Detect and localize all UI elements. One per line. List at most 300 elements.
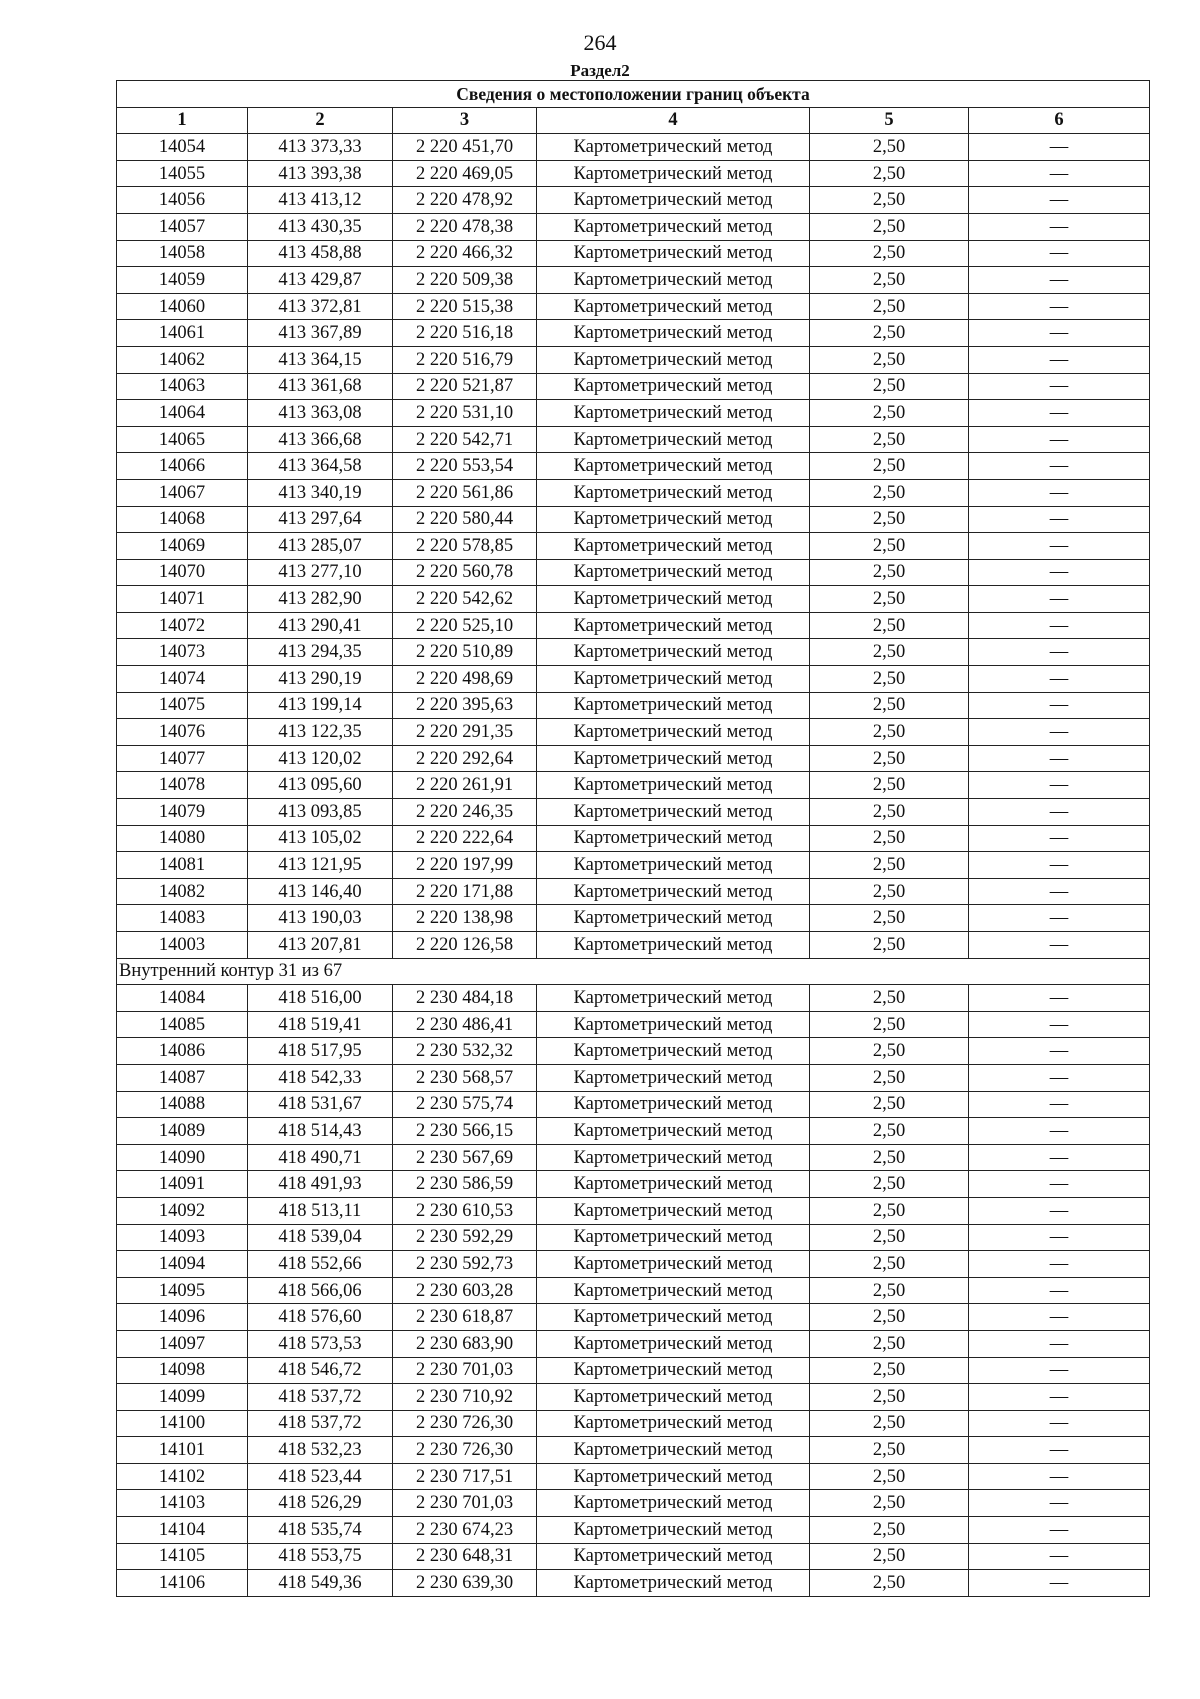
x-coordinate-cell: 413 364,15 <box>248 346 393 373</box>
x-coordinate-cell: 418 491,93 <box>248 1171 393 1198</box>
description-cell: — <box>969 1410 1150 1437</box>
x-coordinate-cell: 418 546,72 <box>248 1357 393 1384</box>
table-row <box>117 799 1150 826</box>
accuracy-cell: 2,50 <box>810 772 969 799</box>
table-row <box>117 1251 1150 1278</box>
method-cell: Картометрический метод <box>537 1517 810 1544</box>
description-cell: — <box>969 1543 1150 1570</box>
point-number-cell: 14094 <box>117 1251 248 1278</box>
y-coordinate-cell: 2 230 592,73 <box>393 1251 537 1278</box>
method-cell: Картометрический метод <box>537 639 810 666</box>
table-row <box>117 878 1150 905</box>
description-cell: — <box>969 878 1150 905</box>
y-coordinate-cell: 2 220 560,78 <box>393 559 537 586</box>
point-number-cell: 14064 <box>117 400 248 427</box>
description-cell: — <box>969 612 1150 639</box>
x-coordinate-cell: 418 542,33 <box>248 1064 393 1091</box>
x-coordinate-cell: 418 531,67 <box>248 1091 393 1118</box>
description-cell: — <box>969 426 1150 453</box>
table-row <box>117 1437 1150 1464</box>
x-coordinate-cell: 413 413,12 <box>248 187 393 214</box>
y-coordinate-cell: 2 230 568,57 <box>393 1064 537 1091</box>
y-coordinate-cell: 2 230 701,03 <box>393 1490 537 1517</box>
accuracy-cell: 2,50 <box>810 1304 969 1331</box>
table-row <box>117 852 1150 879</box>
x-coordinate-cell: 413 430,35 <box>248 213 393 240</box>
x-coordinate-cell: 413 122,35 <box>248 719 393 746</box>
method-cell: Картометрический метод <box>537 1118 810 1145</box>
point-number-cell: 14105 <box>117 1543 248 1570</box>
point-number-cell: 14065 <box>117 426 248 453</box>
method-cell: Картометрический метод <box>537 453 810 480</box>
point-number-cell: 14082 <box>117 878 248 905</box>
y-coordinate-cell: 2 220 509,38 <box>393 267 537 294</box>
point-number-cell: 14100 <box>117 1410 248 1437</box>
description-cell: — <box>969 1517 1150 1544</box>
method-cell: Картометрический метод <box>537 1357 810 1384</box>
accuracy-cell: 2,50 <box>810 187 969 214</box>
table-row <box>117 612 1150 639</box>
table-row <box>117 426 1150 453</box>
x-coordinate-cell: 418 514,43 <box>248 1118 393 1145</box>
y-coordinate-cell: 2 220 395,63 <box>393 692 537 719</box>
x-coordinate-cell: 413 297,64 <box>248 506 393 533</box>
accuracy-cell: 2,50 <box>810 1543 969 1570</box>
point-number-cell: 14058 <box>117 240 248 267</box>
boundary-table <box>116 80 1150 1597</box>
x-coordinate-cell: 413 361,68 <box>248 373 393 400</box>
table-row <box>117 1543 1150 1570</box>
point-number-cell: 14071 <box>117 586 248 613</box>
table-row <box>117 213 1150 240</box>
y-coordinate-cell: 2 230 701,03 <box>393 1357 537 1384</box>
method-cell: Картометрический метод <box>537 1091 810 1118</box>
point-number-cell: 14061 <box>117 320 248 347</box>
point-number-cell: 14075 <box>117 692 248 719</box>
description-cell: — <box>969 1171 1150 1198</box>
y-coordinate-cell: 2 230 532,32 <box>393 1038 537 1065</box>
description-cell: — <box>969 1091 1150 1118</box>
y-coordinate-cell: 2 220 580,44 <box>393 506 537 533</box>
x-coordinate-cell: 413 458,88 <box>248 240 393 267</box>
table-row <box>117 187 1150 214</box>
description-cell: — <box>969 559 1150 586</box>
table-row <box>117 719 1150 746</box>
point-number-cell: 14092 <box>117 1197 248 1224</box>
table-row <box>117 267 1150 294</box>
x-coordinate-cell: 413 199,14 <box>248 692 393 719</box>
description-cell: — <box>969 1330 1150 1357</box>
point-number-cell: 14099 <box>117 1384 248 1411</box>
point-number-cell: 14062 <box>117 346 248 373</box>
y-coordinate-cell: 2 220 542,62 <box>393 586 537 613</box>
table-row <box>117 586 1150 613</box>
table-row <box>117 160 1150 187</box>
column-header: 4 <box>537 107 810 134</box>
table-row <box>117 1277 1150 1304</box>
accuracy-cell: 2,50 <box>810 240 969 267</box>
x-coordinate-cell: 413 373,33 <box>248 134 393 161</box>
accuracy-cell: 2,50 <box>810 1144 969 1171</box>
point-number-cell: 14097 <box>117 1330 248 1357</box>
point-number-cell: 14078 <box>117 772 248 799</box>
description-cell: — <box>969 373 1150 400</box>
table-row <box>117 825 1150 852</box>
y-coordinate-cell: 2 230 639,30 <box>393 1570 537 1597</box>
table-row <box>117 1144 1150 1171</box>
accuracy-cell: 2,50 <box>810 1490 969 1517</box>
point-number-cell: 14095 <box>117 1277 248 1304</box>
x-coordinate-cell: 413 121,95 <box>248 852 393 879</box>
point-number-cell: 14089 <box>117 1118 248 1145</box>
point-number-cell: 14090 <box>117 1144 248 1171</box>
table-row <box>117 1570 1150 1597</box>
y-coordinate-cell: 2 230 603,28 <box>393 1277 537 1304</box>
method-cell: Картометрический метод <box>537 878 810 905</box>
accuracy-cell: 2,50 <box>810 559 969 586</box>
table-row <box>117 1011 1150 1038</box>
x-coordinate-cell: 418 566,06 <box>248 1277 393 1304</box>
point-number-cell: 14080 <box>117 825 248 852</box>
description-cell: — <box>969 1144 1150 1171</box>
x-coordinate-cell: 413 367,89 <box>248 320 393 347</box>
table-header-row <box>117 107 1150 134</box>
table-row <box>117 134 1150 161</box>
accuracy-cell: 2,50 <box>810 320 969 347</box>
x-coordinate-cell: 413 340,19 <box>248 479 393 506</box>
method-cell: Картометрический метод <box>537 1277 810 1304</box>
x-coordinate-cell: 418 537,72 <box>248 1384 393 1411</box>
accuracy-cell: 2,50 <box>810 373 969 400</box>
table-caption: Сведения о местоположении границ объекта <box>117 81 1150 108</box>
accuracy-cell: 2,50 <box>810 160 969 187</box>
method-cell: Картометрический метод <box>537 240 810 267</box>
accuracy-cell: 2,50 <box>810 852 969 879</box>
description-cell: — <box>969 745 1150 772</box>
description-cell: — <box>969 1251 1150 1278</box>
description-cell: — <box>969 1357 1150 1384</box>
method-cell: Картометрический метод <box>537 932 810 959</box>
column-header: 5 <box>810 107 969 134</box>
y-coordinate-cell: 2 220 542,71 <box>393 426 537 453</box>
column-header: 3 <box>393 107 537 134</box>
x-coordinate-cell: 413 393,38 <box>248 160 393 187</box>
accuracy-cell: 2,50 <box>810 639 969 666</box>
y-coordinate-cell: 2 220 469,05 <box>393 160 537 187</box>
method-cell: Картометрический метод <box>537 985 810 1012</box>
description-cell: — <box>969 852 1150 879</box>
y-coordinate-cell: 2 220 261,91 <box>393 772 537 799</box>
point-number-cell: 14088 <box>117 1091 248 1118</box>
table-row <box>117 1304 1150 1331</box>
y-coordinate-cell: 2 220 516,79 <box>393 346 537 373</box>
description-cell: — <box>969 1490 1150 1517</box>
y-coordinate-cell: 2 230 592,29 <box>393 1224 537 1251</box>
y-coordinate-cell: 2 220 531,10 <box>393 400 537 427</box>
table-row <box>117 905 1150 932</box>
accuracy-cell: 2,50 <box>810 506 969 533</box>
table-row <box>117 320 1150 347</box>
x-coordinate-cell: 418 553,75 <box>248 1543 393 1570</box>
point-number-cell: 14074 <box>117 666 248 693</box>
description-cell: — <box>969 825 1150 852</box>
point-number-cell: 14093 <box>117 1224 248 1251</box>
x-coordinate-cell: 413 146,40 <box>248 878 393 905</box>
accuracy-cell: 2,50 <box>810 1384 969 1411</box>
y-coordinate-cell: 2 220 553,54 <box>393 453 537 480</box>
contour-group-row <box>117 958 1150 985</box>
x-coordinate-cell: 418 573,53 <box>248 1330 393 1357</box>
x-coordinate-cell: 418 539,04 <box>248 1224 393 1251</box>
table-row <box>117 1091 1150 1118</box>
accuracy-cell: 2,50 <box>810 1517 969 1544</box>
method-cell: Картометрический метод <box>537 1384 810 1411</box>
y-coordinate-cell: 2 220 521,87 <box>393 373 537 400</box>
x-coordinate-cell: 413 290,19 <box>248 666 393 693</box>
description-cell: — <box>969 1304 1150 1331</box>
accuracy-cell: 2,50 <box>810 1038 969 1065</box>
y-coordinate-cell: 2 220 291,35 <box>393 719 537 746</box>
section-title: Раздел2 <box>570 61 630 80</box>
y-coordinate-cell: 2 230 567,69 <box>393 1144 537 1171</box>
method-cell: Картометрический метод <box>537 905 810 932</box>
description-cell: — <box>969 293 1150 320</box>
method-cell: Картометрический метод <box>537 213 810 240</box>
y-coordinate-cell: 2 220 126,58 <box>393 932 537 959</box>
description-cell: — <box>969 187 1150 214</box>
table-row <box>117 1517 1150 1544</box>
y-coordinate-cell: 2 220 525,10 <box>393 612 537 639</box>
accuracy-cell: 2,50 <box>810 745 969 772</box>
point-number-cell: 14101 <box>117 1437 248 1464</box>
y-coordinate-cell: 2 220 498,69 <box>393 666 537 693</box>
x-coordinate-cell: 418 526,29 <box>248 1490 393 1517</box>
accuracy-cell: 2,50 <box>810 1357 969 1384</box>
point-number-cell: 14069 <box>117 533 248 560</box>
description-cell: — <box>969 506 1150 533</box>
method-cell: Картометрический метод <box>537 612 810 639</box>
table-row <box>117 506 1150 533</box>
point-number-cell: 14057 <box>117 213 248 240</box>
accuracy-cell: 2,50 <box>810 479 969 506</box>
point-number-cell: 14086 <box>117 1038 248 1065</box>
accuracy-cell: 2,50 <box>810 426 969 453</box>
method-cell: Картометрический метод <box>537 692 810 719</box>
description-cell: — <box>969 320 1150 347</box>
table-row <box>117 985 1150 1012</box>
y-coordinate-cell: 2 220 222,64 <box>393 825 537 852</box>
table-row <box>117 1384 1150 1411</box>
y-coordinate-cell: 2 220 171,88 <box>393 878 537 905</box>
point-number-cell: 14063 <box>117 373 248 400</box>
point-number-cell: 14096 <box>117 1304 248 1331</box>
table-row <box>117 373 1150 400</box>
table-row <box>117 666 1150 693</box>
description-cell: — <box>969 533 1150 560</box>
point-number-cell: 14070 <box>117 559 248 586</box>
method-cell: Картометрический метод <box>537 1011 810 1038</box>
point-number-cell: 14084 <box>117 985 248 1012</box>
y-coordinate-cell: 2 230 683,90 <box>393 1330 537 1357</box>
method-cell: Картометрический метод <box>537 1543 810 1570</box>
table-row <box>117 1038 1150 1065</box>
x-coordinate-cell: 418 523,44 <box>248 1463 393 1490</box>
accuracy-cell: 2,50 <box>810 1118 969 1145</box>
accuracy-cell: 2,50 <box>810 932 969 959</box>
y-coordinate-cell: 2 230 618,87 <box>393 1304 537 1331</box>
method-cell: Картометрический метод <box>537 479 810 506</box>
accuracy-cell: 2,50 <box>810 905 969 932</box>
y-coordinate-cell: 2 220 510,89 <box>393 639 537 666</box>
x-coordinate-cell: 413 372,81 <box>248 293 393 320</box>
point-number-cell: 14060 <box>117 293 248 320</box>
point-number-cell: 14054 <box>117 134 248 161</box>
x-coordinate-cell: 413 364,58 <box>248 453 393 480</box>
table-row <box>117 1118 1150 1145</box>
x-coordinate-cell: 413 207,81 <box>248 932 393 959</box>
method-cell: Картометрический метод <box>537 187 810 214</box>
y-coordinate-cell: 2 230 586,59 <box>393 1171 537 1198</box>
method-cell: Картометрический метод <box>537 1038 810 1065</box>
table-body <box>117 81 1150 1597</box>
accuracy-cell: 2,50 <box>810 1011 969 1038</box>
accuracy-cell: 2,50 <box>810 1197 969 1224</box>
x-coordinate-cell: 418 535,74 <box>248 1517 393 1544</box>
description-cell: — <box>969 985 1150 1012</box>
accuracy-cell: 2,50 <box>810 267 969 294</box>
x-coordinate-cell: 413 429,87 <box>248 267 393 294</box>
accuracy-cell: 2,50 <box>810 1171 969 1198</box>
point-number-cell: 14056 <box>117 187 248 214</box>
accuracy-cell: 2,50 <box>810 400 969 427</box>
table-row <box>117 1224 1150 1251</box>
y-coordinate-cell: 2 230 484,18 <box>393 985 537 1012</box>
y-coordinate-cell: 2 230 575,74 <box>393 1091 537 1118</box>
column-header: 2 <box>248 107 393 134</box>
accuracy-cell: 2,50 <box>810 293 969 320</box>
point-number-cell: 14068 <box>117 506 248 533</box>
method-cell: Картометрический метод <box>537 666 810 693</box>
y-coordinate-cell: 2 220 578,85 <box>393 533 537 560</box>
point-number-cell: 14081 <box>117 852 248 879</box>
method-cell: Картометрический метод <box>537 426 810 453</box>
description-cell: — <box>969 1038 1150 1065</box>
point-number-cell: 14087 <box>117 1064 248 1091</box>
x-coordinate-cell: 413 294,35 <box>248 639 393 666</box>
table-row <box>117 479 1150 506</box>
point-number-cell: 14079 <box>117 799 248 826</box>
table-row <box>117 745 1150 772</box>
y-coordinate-cell: 2 220 197,99 <box>393 852 537 879</box>
description-cell: — <box>969 1011 1150 1038</box>
accuracy-cell: 2,50 <box>810 612 969 639</box>
x-coordinate-cell: 413 277,10 <box>248 559 393 586</box>
x-coordinate-cell: 418 517,95 <box>248 1038 393 1065</box>
method-cell: Картометрический метод <box>537 1410 810 1437</box>
table-row <box>117 293 1150 320</box>
accuracy-cell: 2,50 <box>810 453 969 480</box>
description-cell: — <box>969 267 1150 294</box>
y-coordinate-cell: 2 230 717,51 <box>393 1463 537 1490</box>
description-cell: — <box>969 453 1150 480</box>
y-coordinate-cell: 2 220 478,92 <box>393 187 537 214</box>
point-number-cell: 14102 <box>117 1463 248 1490</box>
description-cell: — <box>969 1437 1150 1464</box>
method-cell: Картометрический метод <box>537 586 810 613</box>
method-cell: Картометрический метод <box>537 825 810 852</box>
accuracy-cell: 2,50 <box>810 1064 969 1091</box>
y-coordinate-cell: 2 230 566,15 <box>393 1118 537 1145</box>
y-coordinate-cell: 2 220 516,18 <box>393 320 537 347</box>
column-header: 1 <box>117 107 248 134</box>
description-cell: — <box>969 639 1150 666</box>
description-cell: — <box>969 400 1150 427</box>
accuracy-cell: 2,50 <box>810 1570 969 1597</box>
table-row <box>117 533 1150 560</box>
method-cell: Картометрический метод <box>537 1304 810 1331</box>
method-cell: Картометрический метод <box>537 1171 810 1198</box>
accuracy-cell: 2,50 <box>810 719 969 746</box>
table-row <box>117 1330 1150 1357</box>
y-coordinate-cell: 2 220 138,98 <box>393 905 537 932</box>
description-cell: — <box>969 240 1150 267</box>
method-cell: Картометрический метод <box>537 134 810 161</box>
description-cell: — <box>969 1463 1150 1490</box>
method-cell: Картометрический метод <box>537 373 810 400</box>
description-cell: — <box>969 1064 1150 1091</box>
x-coordinate-cell: 413 120,02 <box>248 745 393 772</box>
x-coordinate-cell: 413 095,60 <box>248 772 393 799</box>
table-row <box>117 932 1150 959</box>
description-cell: — <box>969 479 1150 506</box>
y-coordinate-cell: 2 230 726,30 <box>393 1410 537 1437</box>
method-cell: Картометрический метод <box>537 1224 810 1251</box>
accuracy-cell: 2,50 <box>810 586 969 613</box>
description-cell: — <box>969 905 1150 932</box>
x-coordinate-cell: 418 537,72 <box>248 1410 393 1437</box>
accuracy-cell: 2,50 <box>810 346 969 373</box>
description-cell: — <box>969 160 1150 187</box>
y-coordinate-cell: 2 230 710,92 <box>393 1384 537 1411</box>
method-cell: Картометрический метод <box>537 719 810 746</box>
accuracy-cell: 2,50 <box>810 1437 969 1464</box>
description-cell: — <box>969 1197 1150 1224</box>
x-coordinate-cell: 413 190,03 <box>248 905 393 932</box>
x-coordinate-cell: 418 490,71 <box>248 1144 393 1171</box>
accuracy-cell: 2,50 <box>810 985 969 1012</box>
y-coordinate-cell: 2 230 726,30 <box>393 1437 537 1464</box>
table-row <box>117 240 1150 267</box>
method-cell: Картометрический метод <box>537 799 810 826</box>
accuracy-cell: 2,50 <box>810 134 969 161</box>
point-number-cell: 14072 <box>117 612 248 639</box>
table-row <box>117 772 1150 799</box>
x-coordinate-cell: 413 363,08 <box>248 400 393 427</box>
table-row <box>117 692 1150 719</box>
table-row <box>117 1410 1150 1437</box>
x-coordinate-cell: 413 105,02 <box>248 825 393 852</box>
description-cell: — <box>969 772 1150 799</box>
y-coordinate-cell: 2 220 478,38 <box>393 213 537 240</box>
accuracy-cell: 2,50 <box>810 1251 969 1278</box>
table-row <box>117 1463 1150 1490</box>
y-coordinate-cell: 2 230 648,31 <box>393 1543 537 1570</box>
y-coordinate-cell: 2 220 451,70 <box>393 134 537 161</box>
table-row <box>117 1171 1150 1198</box>
x-coordinate-cell: 413 366,68 <box>248 426 393 453</box>
accuracy-cell: 2,50 <box>810 533 969 560</box>
method-cell: Картометрический метод <box>537 1330 810 1357</box>
